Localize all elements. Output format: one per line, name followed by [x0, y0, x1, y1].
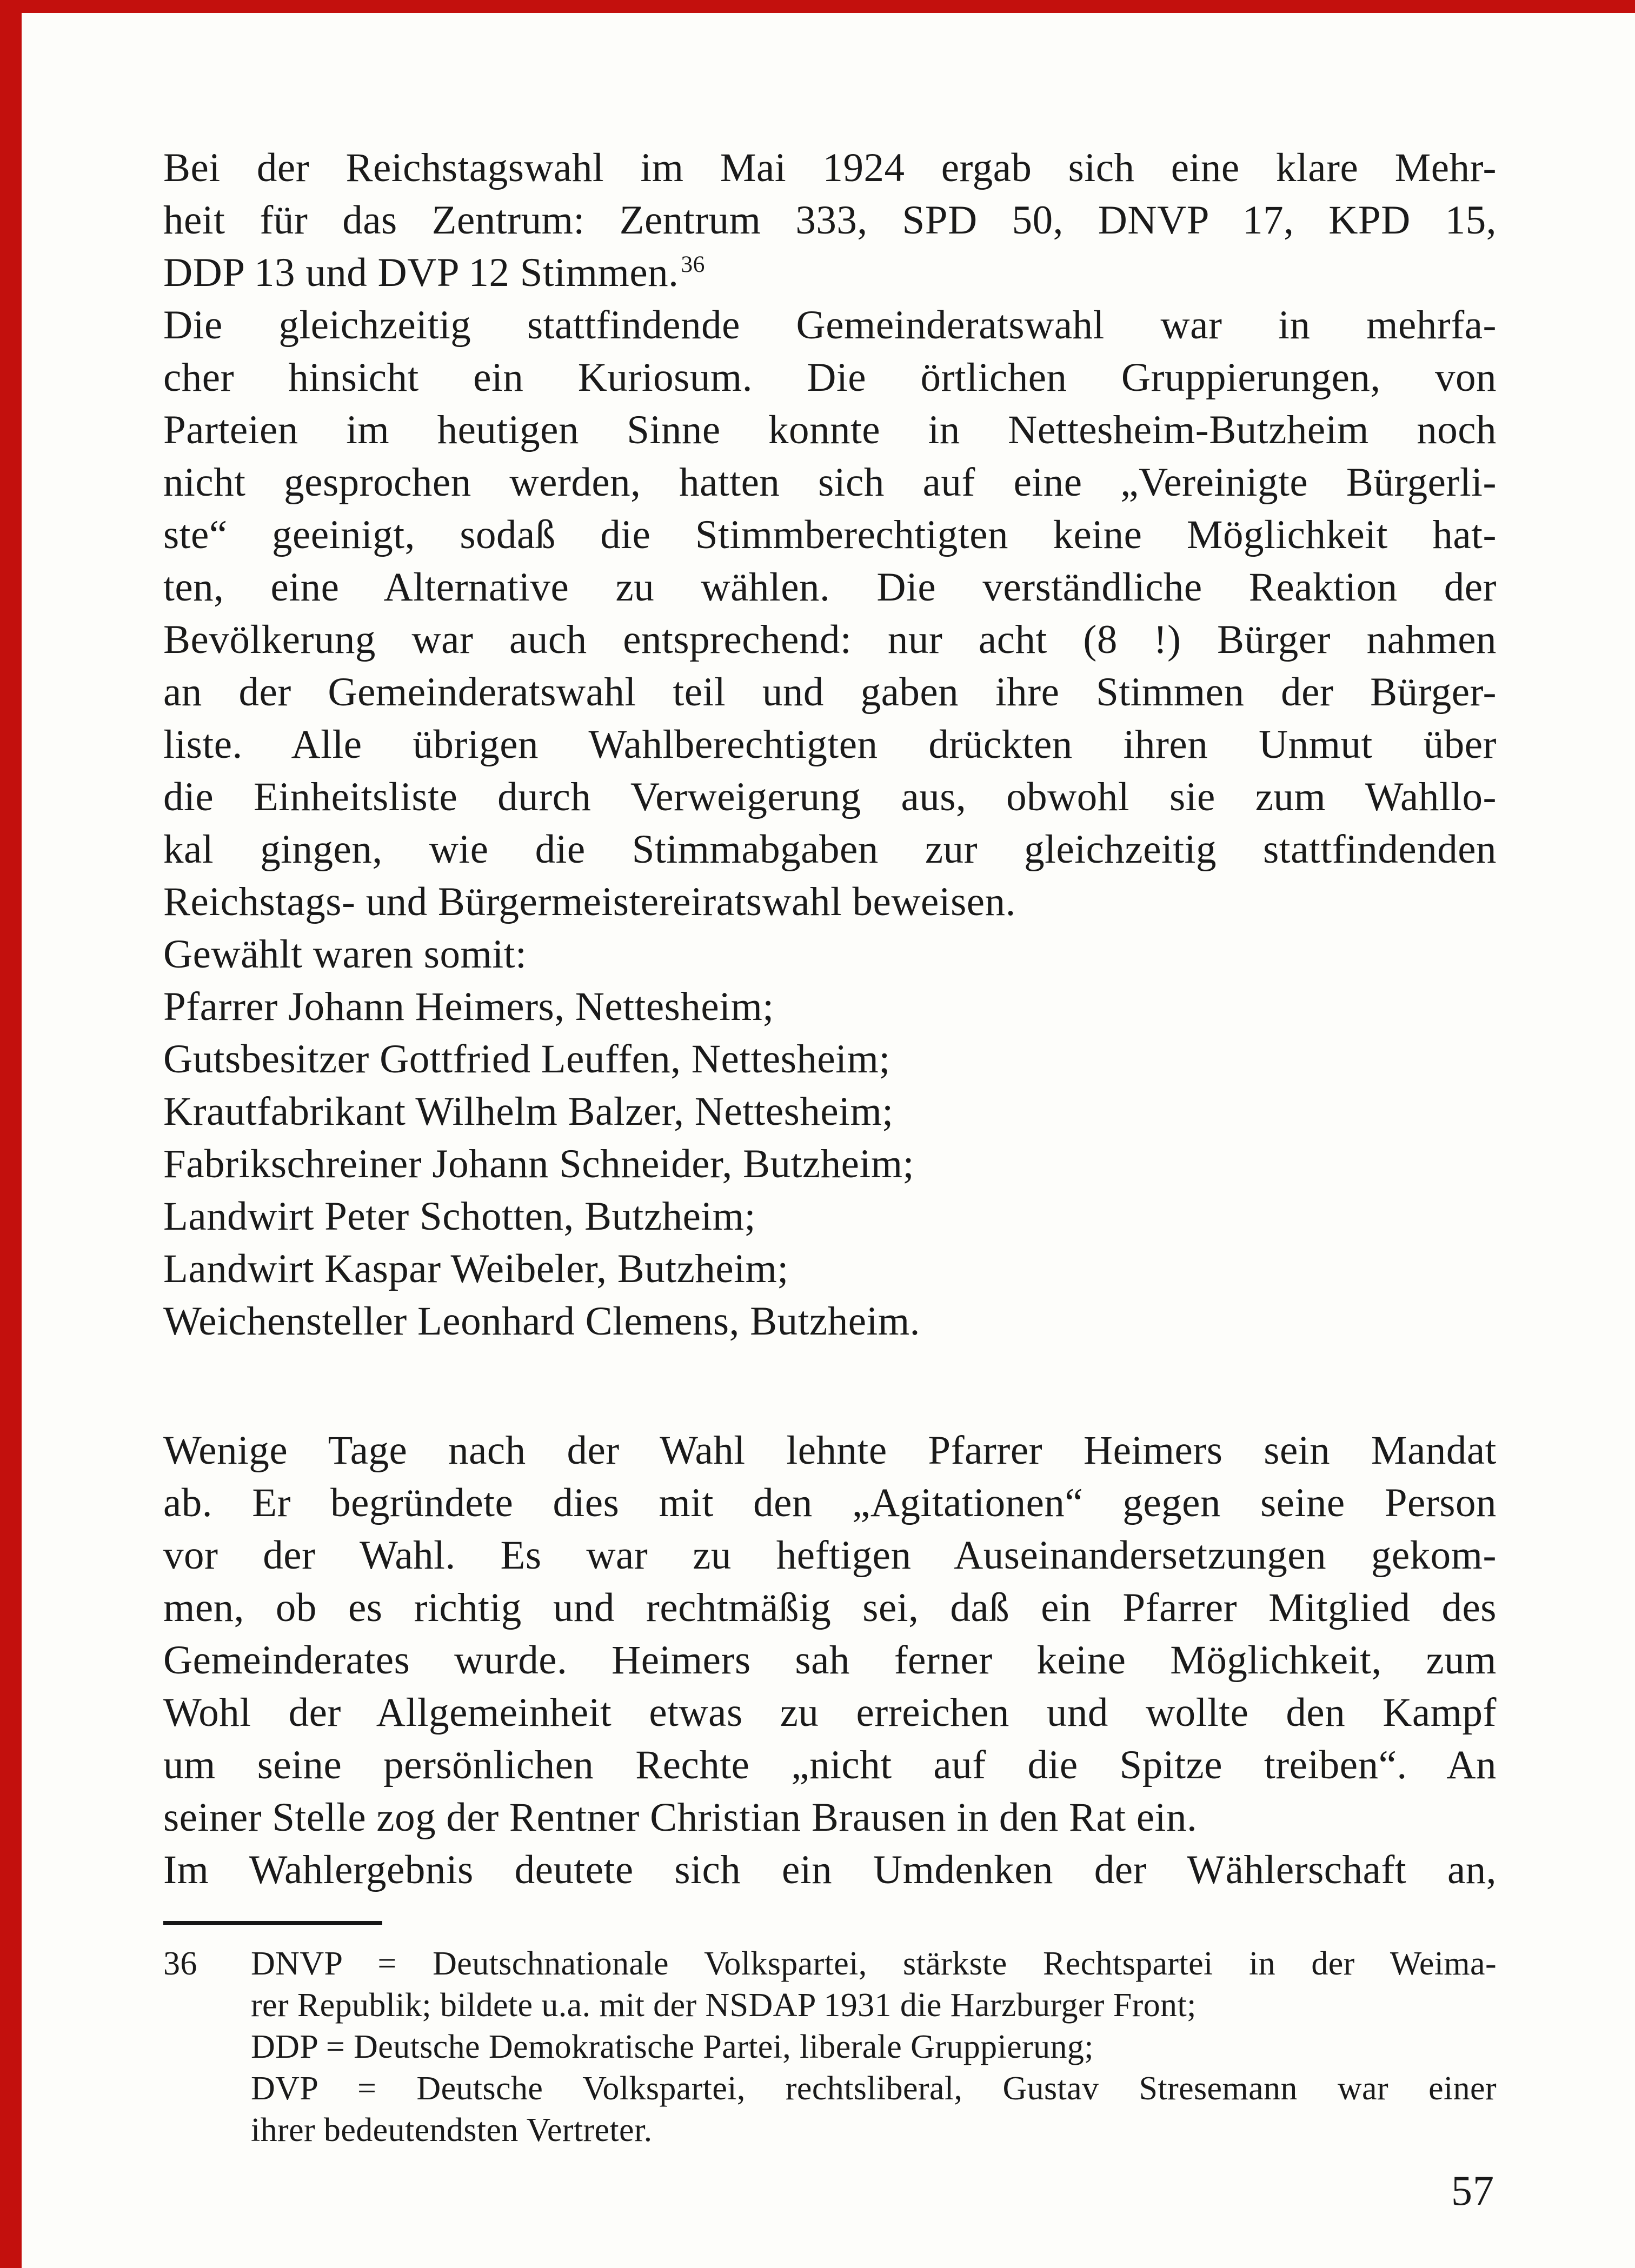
- text-line: nicht gesprochen werden, hatten sich auf eine „Vereinigte Bürgerli-: [163, 460, 1497, 505]
- text-line: cher hinsicht ein Kuriosum. Die örtlichen Gruppierungen, von: [163, 355, 1497, 400]
- text-line: seiner Stelle zog der Rentner Christian Brausen in den Rat ein.: [163, 1795, 1198, 1840]
- text-line: Reichstags- und Bürgermeistereiratswahl beweisen.: [163, 879, 1016, 924]
- text-line: ste“ geeinigt, sodaß die Stimmberechtigten keine Möglichkeit hat-: [163, 512, 1497, 557]
- text-line: Gemeinderates wurde. Heimers sah ferner keine Möglichkeit, zum: [163, 1638, 1497, 1683]
- footnote-line: rer Republik; bildete u.a. mit der NSDAP 1931 die Harzburger Front;: [251, 1987, 1197, 2024]
- footnote-separator-rule: [163, 1921, 382, 1925]
- elected-person-line: Weichensteller Leonhard Clemens, Butzheim.: [163, 1299, 920, 1344]
- list-intro-line: Gewählt waren somit:: [163, 932, 527, 977]
- elected-person-line: Landwirt Peter Schotten, Butzheim;: [163, 1194, 756, 1239]
- footnote-36: [163, 1943, 1497, 2151]
- text-line: Wenige Tage nach der Wahl lehnte Pfarrer Heimers sein Mandat: [163, 1428, 1497, 1473]
- text-line: ten, eine Alternative zu wählen. Die verständliche Reaktion der: [163, 565, 1497, 610]
- page-number: 57: [1451, 2167, 1494, 2214]
- text-line-fragment: DDP 13 und DVP 12 Stimmen.: [163, 250, 679, 295]
- text-line: men, ob es richtig und rechtmäßig sei, daß ein Pfarrer Mitglied des: [163, 1585, 1497, 1630]
- text-line: liste. Alle übrigen Wahlberechtigten drückten ihren Unmut über: [163, 722, 1497, 767]
- text-line: Die gleichzeitig stattfindende Gemeinderatswahl war in mehrfa-: [163, 303, 1497, 348]
- text-line: [163, 246, 1497, 299]
- footnote-line: DVP = Deutsche Volkspartei, rechtsliberal, Gustav Stresemann war einer: [251, 2070, 1497, 2107]
- paragraph-mandat: [163, 1424, 1497, 1844]
- paragraph-gemeinderatswahl: [163, 299, 1497, 928]
- elected-person-line: Gutsbesitzer Gottfried Leuffen, Nettesheim;: [163, 1037, 890, 1082]
- elected-person-line: Landwirt Kaspar Weibeler, Butzheim;: [163, 1246, 789, 1291]
- elected-list-section: [163, 928, 1497, 1348]
- paragraph-wahlergebnis: [163, 1844, 1497, 1896]
- text-line: Im Wahlergebnis deutete sich ein Umdenken der Wählerschaft an,: [163, 1847, 1497, 1892]
- text-line: Wohl der Allgemeinheit etwas zu erreichen und wollte den Kampf: [163, 1690, 1497, 1735]
- footnote-reference: 36: [681, 251, 705, 277]
- text-line: ab. Er begründete dies mit den „Agitationen“ gegen seine Person: [163, 1480, 1497, 1525]
- paragraph-reichstagswahl: [163, 142, 1497, 299]
- footnote-body: [251, 1943, 1497, 2151]
- text-line: die Einheitsliste durch Verweigerung aus, obwohl sie zum Wahllo-: [163, 775, 1497, 819]
- main-text: [22, 13, 1635, 1896]
- text-line: an der Gemeinderatswahl teil und gaben ihre Stimmen der Bürger-: [163, 670, 1497, 715]
- text-line: heit für das Zentrum: Zentrum 333, SPD 50, DNVP 17, KPD 15,: [163, 198, 1497, 243]
- footnote-line: DDP = Deutsche Demokratische Partei, liberale Gruppierung;: [251, 2029, 1094, 2065]
- elected-person-line: Krautfabrikant Wilhelm Balzer, Nettesheim;: [163, 1089, 894, 1134]
- text-line: Bevölkerung war auch entsprechend: nur acht (8 !) Bürger nahmen: [163, 617, 1497, 662]
- elected-person-line: Fabrikschreiner Johann Schneider, Butzheim;: [163, 1142, 914, 1186]
- footnote-line: ihrer bedeutendsten Vertreter.: [251, 2112, 653, 2149]
- text-line: kal gingen, wie die Stimmabgaben zur gleichzeitig stattfindenden: [163, 827, 1497, 872]
- book-page: [22, 13, 1635, 2268]
- text-line: um seine persönlichen Rechte „nicht auf die Spitze treiben“. An: [163, 1743, 1497, 1787]
- footnote-marker: 36: [163, 1945, 197, 1982]
- elected-person-line: Pfarrer Johann Heimers, Nettesheim;: [163, 984, 774, 1029]
- text-line: Parteien im heutigen Sinne konnte in Nettesheim-Butzheim noch: [163, 408, 1497, 452]
- text-line: vor der Wahl. Es war zu heftigen Auseinandersetzungen gekom-: [163, 1533, 1497, 1578]
- text-line: Bei der Reichstagswahl im Mai 1924 ergab sich eine klare Mehr-: [163, 145, 1497, 190]
- footnote-line: DNVP = Deutschnationale Volkspartei, stärkste Rechtspartei in der Weima-: [251, 1945, 1497, 1982]
